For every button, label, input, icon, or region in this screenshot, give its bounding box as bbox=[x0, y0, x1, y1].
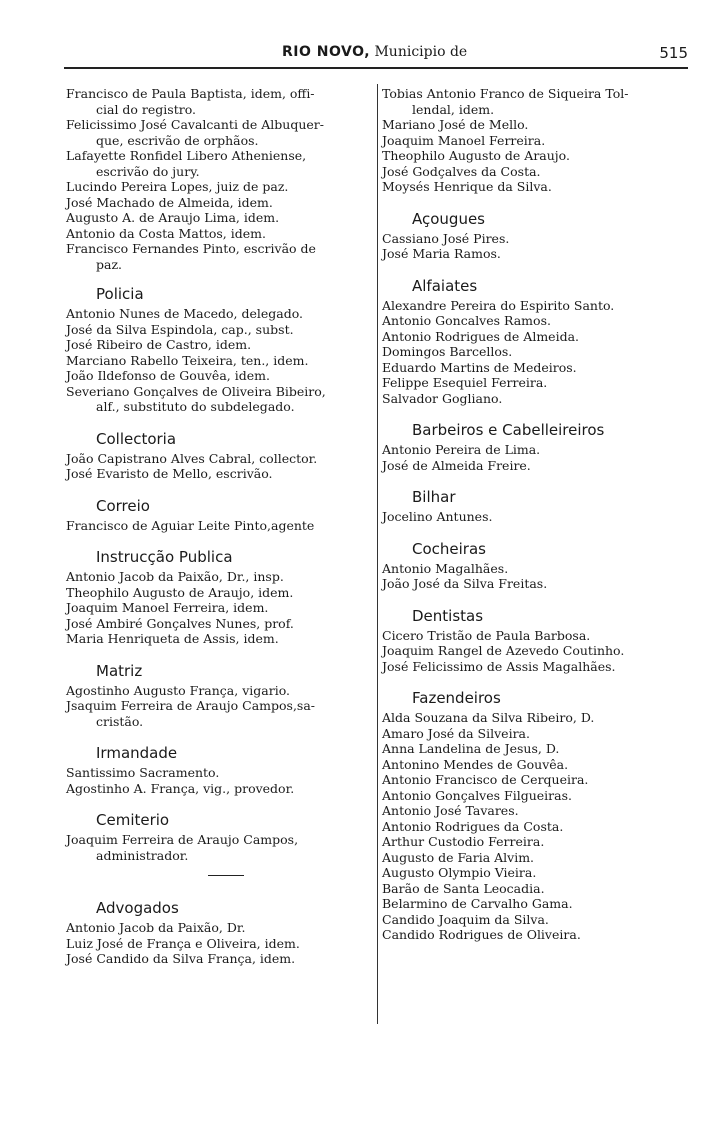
directory-entry bbox=[382, 772, 688, 788]
directory-entry bbox=[66, 241, 372, 272]
directory-entry bbox=[66, 920, 372, 936]
section-heading: Irmandade bbox=[96, 744, 178, 762]
section bbox=[66, 496, 372, 534]
entry-text: Alda Souzana da Silva Ribeiro, D. bbox=[382, 710, 595, 725]
directory-entry bbox=[382, 329, 688, 345]
entry-text: Cicero Tristão de Paula Barbosa. bbox=[382, 627, 591, 643]
directory-entry bbox=[382, 391, 688, 407]
directory-entry bbox=[382, 509, 688, 525]
directory-entry bbox=[66, 683, 372, 699]
entry-text: Theophilo Augusto de Araujo. bbox=[382, 148, 570, 163]
directory-entry bbox=[382, 344, 688, 360]
entry-text: José Candido da Silva França, idem. bbox=[66, 951, 296, 966]
entry-text: Barão de Santa Leocadia. bbox=[382, 880, 545, 896]
entry-text: Felicissimo José Cavalcanti de Albuquer- bbox=[66, 117, 325, 132]
directory-entry bbox=[382, 148, 688, 164]
right-column bbox=[382, 86, 688, 943]
entry-text: José Evaristo de Mello, escrivão. bbox=[66, 466, 273, 481]
entry-text: Antonio Pereira de Lima. bbox=[382, 442, 541, 457]
entry-text: Belarmino de Carvalho Gama. bbox=[382, 896, 573, 911]
section-heading: Açougues bbox=[412, 209, 486, 228]
section-divider bbox=[208, 875, 244, 876]
directory-entry bbox=[382, 741, 688, 757]
entry-continuation: lendal, idem. bbox=[412, 101, 495, 117]
entry-text: Francisco de Paula Baptista, idem, offi- bbox=[66, 86, 315, 101]
entry-text: Augusto A. de Araujo Lima, idem. bbox=[66, 210, 280, 225]
entry-text: Alexandre Pereira do Espirito Santo. bbox=[382, 297, 615, 313]
entry-text: José da Silva Espindola, cap., subst. bbox=[66, 321, 294, 337]
directory-entry bbox=[382, 850, 688, 866]
column-divider bbox=[377, 84, 378, 1024]
directory-entry bbox=[382, 819, 688, 835]
directory-entry bbox=[66, 569, 372, 585]
entry-text: Felippe Esequiel Ferreira. bbox=[382, 375, 548, 390]
entry-text: Joaquim Manoel Ferreira, idem. bbox=[66, 600, 269, 615]
directory-entry bbox=[66, 518, 372, 534]
directory-entry bbox=[382, 231, 688, 247]
directory-entry bbox=[66, 306, 372, 322]
entry-text: Jocelino Antunes. bbox=[382, 509, 493, 524]
directory-entry bbox=[382, 659, 688, 675]
entry-continuation: escrivão do jury. bbox=[96, 163, 200, 179]
directory-entry bbox=[382, 643, 688, 659]
section bbox=[382, 276, 688, 407]
entry-text: José Ambiré Gonçalves Nunes, prof. bbox=[66, 615, 294, 631]
place-name: RIO NOVO, bbox=[282, 44, 371, 60]
directory-entry bbox=[382, 313, 688, 329]
section-heading: Cocheiras bbox=[412, 539, 486, 558]
directory-entry bbox=[382, 803, 688, 819]
directory-entry bbox=[66, 226, 372, 242]
directory-entry bbox=[382, 360, 688, 376]
section bbox=[66, 743, 372, 796]
directory-entry bbox=[382, 375, 688, 391]
section bbox=[382, 487, 688, 525]
section-heading: Alfaiates bbox=[412, 276, 478, 295]
directory-entry bbox=[382, 912, 688, 928]
entry-continuation: cristão. bbox=[96, 713, 144, 729]
entry-text: João José da Silva Freitas. bbox=[382, 576, 548, 591]
section bbox=[382, 539, 688, 592]
directory-entry bbox=[382, 788, 688, 804]
directory-entry bbox=[66, 466, 372, 482]
entry-text: Santissimo Sacramento. bbox=[66, 765, 220, 780]
directory-entry bbox=[382, 458, 688, 474]
directory-entry bbox=[382, 896, 688, 912]
directory-entry bbox=[382, 834, 688, 850]
directory-entry bbox=[382, 164, 688, 180]
entry-text: José de Almeida Freire. bbox=[382, 457, 531, 473]
entry-text: Antonio Jacob da Paixão, Dr. bbox=[66, 920, 246, 935]
entry-text: Antonino Mendes de Gouvêa. bbox=[382, 756, 569, 772]
directory-entry bbox=[66, 585, 372, 601]
entry-continuation: cial do registro. bbox=[96, 101, 196, 117]
entry-text: Maria Henriqueta de Assis, idem. bbox=[66, 631, 279, 646]
entry-text: Antonio Gonçalves Filgueiras. bbox=[382, 787, 572, 803]
entry-text: Antonio José Tavares. bbox=[382, 803, 519, 818]
directory-entry bbox=[382, 246, 688, 262]
entry-text: Antonio Magalhães. bbox=[382, 560, 509, 576]
entry-text: Agostinho A. França, vig., provedor. bbox=[66, 780, 295, 796]
entry-text: Candido Rodrigues de Oliveira. bbox=[382, 927, 581, 942]
entry-text: Francisco Fernandes Pinto, escrivão de bbox=[66, 241, 316, 256]
section-heading: Cemiterio bbox=[96, 811, 170, 829]
entry-text: José Machado de Almeida, idem. bbox=[66, 194, 273, 210]
entry-text: Joaquim Ferreira de Araujo Campos, bbox=[66, 832, 299, 847]
entry-text: Antonio Rodrigues da Costa. bbox=[382, 818, 564, 834]
entry-text: Cassiano José Pires. bbox=[382, 230, 510, 246]
section-heading: Instrucção Publica bbox=[96, 548, 233, 566]
section bbox=[66, 898, 372, 967]
entry-continuation: administrador. bbox=[96, 847, 189, 863]
section-heading: Collectoria bbox=[96, 429, 177, 448]
section-heading: Dentistas bbox=[412, 606, 484, 625]
section bbox=[66, 429, 372, 482]
entry-text: Lucindo Pereira Lopes, juiz de paz. bbox=[66, 179, 289, 194]
entry-text: Francisco de Aguiar Leite Pinto,agente bbox=[66, 517, 315, 533]
directory-entry bbox=[382, 561, 688, 577]
directory-entry bbox=[66, 600, 372, 616]
directory-entry bbox=[66, 451, 372, 467]
directory-entry bbox=[66, 353, 372, 369]
entry-text: Jsaquim Ferreira de Araujo Campos,sa- bbox=[66, 698, 316, 713]
entry-text: José Godçalves da Costa. bbox=[382, 163, 541, 179]
directory-entry bbox=[382, 442, 688, 458]
running-title bbox=[282, 44, 467, 60]
header-rule bbox=[64, 67, 688, 69]
entry-text: Eduardo Martins de Medeiros. bbox=[382, 359, 577, 375]
directory-entry bbox=[382, 865, 688, 881]
section-heading: Barbeiros e Cabelleireiros bbox=[412, 421, 605, 439]
entry-text: Moysés Henrique da Silva. bbox=[382, 179, 552, 194]
directory-entry bbox=[382, 726, 688, 742]
directory-entry bbox=[382, 298, 688, 314]
entry-text: Augusto Olympio Vieira. bbox=[382, 865, 537, 880]
entry-text: Amaro José da Silveira. bbox=[382, 725, 530, 741]
directory-entry bbox=[382, 576, 688, 592]
directory-entry bbox=[66, 698, 372, 729]
entry-text: Lafayette Ronfidel Libero Atheniense, bbox=[66, 148, 307, 163]
entry-text: José Felicissimo de Assis Magalhães. bbox=[382, 658, 616, 674]
entry-text: Augusto de Faria Alvim. bbox=[382, 849, 535, 865]
directory-entry bbox=[66, 951, 372, 967]
directory-entry bbox=[66, 936, 372, 952]
directory-entry bbox=[66, 337, 372, 353]
directory-entry bbox=[66, 616, 372, 632]
section bbox=[382, 420, 688, 473]
entry-text: Joaquim Manoel Ferreira. bbox=[382, 132, 546, 148]
entry-text: Severiano Gonçalves de Oliveira Bibeiro, bbox=[66, 383, 326, 399]
entry-text: Antonio Jacob da Paixão, Dr., insp. bbox=[66, 569, 284, 584]
directory-entry bbox=[66, 210, 372, 226]
directory-entry bbox=[382, 757, 688, 773]
directory-entry bbox=[66, 631, 372, 647]
section bbox=[382, 606, 688, 675]
page-number: 515 bbox=[659, 44, 688, 62]
section bbox=[66, 547, 372, 647]
entry-text: Mariano José de Mello. bbox=[382, 117, 529, 132]
directory-entry bbox=[382, 86, 688, 117]
section-heading: Fazendeiros bbox=[412, 689, 501, 707]
directory-entry bbox=[66, 179, 372, 195]
entry-text: Antonio Goncalves Ramos. bbox=[382, 313, 551, 328]
section-heading: Bilhar bbox=[412, 488, 456, 506]
directory-entry bbox=[382, 133, 688, 149]
entry-text: José Maria Ramos. bbox=[382, 246, 501, 261]
directory-entry bbox=[382, 710, 688, 726]
entry-text: Luiz José de França e Oliveira, idem. bbox=[66, 935, 300, 951]
entry-text: Antonio Rodrigues de Almeida. bbox=[382, 328, 579, 344]
entry-text: Anna Landelina de Jesus, D. bbox=[382, 741, 560, 756]
directory-entry bbox=[382, 628, 688, 644]
entry-text: Candido Joaquim da Silva. bbox=[382, 911, 549, 927]
directory-entry bbox=[66, 832, 372, 863]
section-heading: Matriz bbox=[96, 661, 143, 680]
section bbox=[382, 209, 688, 262]
directory-entry bbox=[66, 322, 372, 338]
left-column bbox=[66, 86, 372, 967]
entry-text: Joaquim Rangel de Azevedo Coutinho. bbox=[382, 643, 625, 658]
entry-continuation: paz. bbox=[96, 256, 123, 272]
entry-continuation: que, escrivão de orphãos. bbox=[96, 132, 259, 148]
entry-text: José Ribeiro de Castro, idem. bbox=[66, 337, 252, 352]
directory-entry bbox=[66, 781, 372, 797]
entry-text: Agostinho Augusto França, vigario. bbox=[66, 682, 290, 698]
section-heading: Advogados bbox=[96, 899, 179, 917]
page-header bbox=[64, 44, 688, 66]
municipality-label: Municipio de bbox=[374, 44, 468, 60]
entry-text: João Ildefonso de Gouvêa, idem. bbox=[66, 368, 270, 383]
directory-entry bbox=[382, 179, 688, 195]
entry-text: Theophilo Augusto de Araujo, idem. bbox=[66, 584, 294, 600]
section bbox=[66, 661, 372, 730]
directory-entry bbox=[382, 881, 688, 897]
directory-entry bbox=[66, 384, 372, 415]
entry-text: Tobias Antonio Franco de Siqueira Tol- bbox=[382, 86, 629, 101]
entry-text: Domingos Barcellos. bbox=[382, 344, 513, 359]
directory-entry bbox=[66, 148, 372, 179]
section bbox=[66, 810, 372, 863]
section-heading: Correio bbox=[96, 496, 150, 515]
section bbox=[382, 688, 688, 943]
entry-text: João Capistrano Alves Cabral, collector. bbox=[66, 450, 318, 466]
entry-text: Antonio Nunes de Macedo, delegado. bbox=[66, 306, 304, 321]
entry-text: Antonio Francisco de Cerqueira. bbox=[382, 772, 589, 787]
directory-entry bbox=[66, 765, 372, 781]
entry-text: Arthur Custodio Ferreira. bbox=[382, 834, 545, 849]
section bbox=[66, 284, 372, 415]
entry-continuation: alf., substituto do subdelegado. bbox=[96, 399, 295, 414]
directory-entry bbox=[66, 117, 372, 148]
entry-text: Marciano Rabello Teixeira, ten., idem. bbox=[66, 352, 309, 368]
section-heading: Policia bbox=[96, 285, 144, 303]
directory-entry bbox=[66, 195, 372, 211]
entry-text: Antonio da Costa Mattos, idem. bbox=[66, 225, 266, 241]
directory-entry bbox=[382, 117, 688, 133]
entry-text: Salvador Gogliano. bbox=[382, 390, 503, 406]
directory-entry bbox=[66, 86, 372, 117]
directory-entry bbox=[66, 368, 372, 384]
directory-entry bbox=[382, 927, 688, 943]
